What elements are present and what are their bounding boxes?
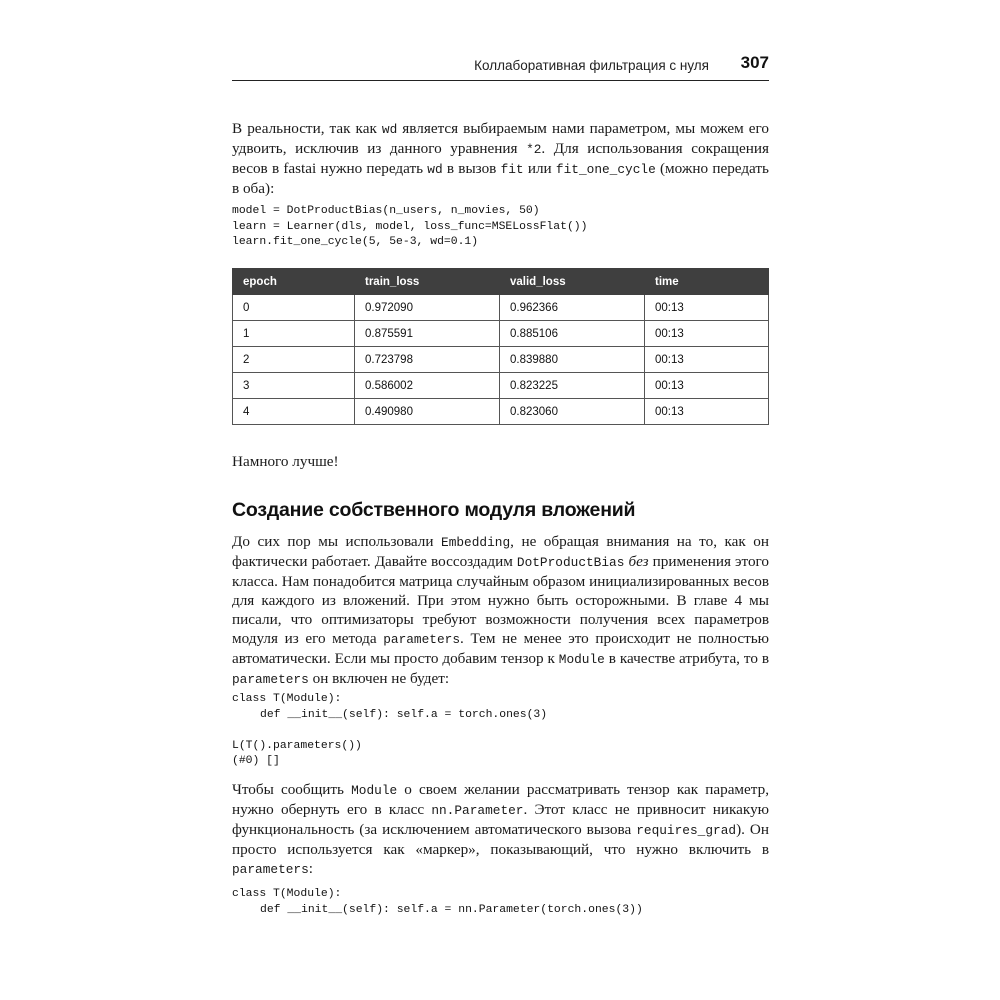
table-cell: 0.839880: [500, 347, 645, 373]
paragraph-nn-parameter: Чтобы сообщить Module о своем желании рассматривать тензор как параметр, нужно обернуть его в класс nn.Parameter. Этот класс не привносит никакую функциональность (за исключением автоматического вызова requires_grad). Он просто используется как «маркер», показывающий, что нужно включить в parameters:: [232, 781, 770, 877]
code-line: def __init__(self): self.a = nn.Parameter(torch.ones(3)): [260, 903, 643, 916]
table-cell: 0.490980: [355, 399, 500, 425]
table-cell: 00:13: [645, 373, 769, 399]
code-line: (#0) []: [232, 755, 280, 767]
table-cell: 4: [233, 399, 355, 425]
code-line: learn.fit_one_cycle(5, 5e-3, wd=0.1): [232, 236, 479, 248]
paragraph-weight-decay: В реальности, так как wd является выбираемым нами параметром, мы можем его удвоить, исключив из данного уравнения *2. Для использования сокращения весов в fastai нужно передать wd в вызов fit или fit_one_cycle (можно передать в оба):: [232, 120, 769, 197]
column-header: valid_loss: [500, 269, 645, 295]
running-header: [232, 52, 769, 81]
table-row: [233, 295, 769, 321]
code-block-module-parameter: [232, 887, 769, 918]
table-row: [233, 399, 769, 425]
code-line: learn = Learner(dls, model, loss_func=MSELossFlat()): [232, 220, 588, 233]
table-cell: 0.972090: [355, 295, 500, 321]
column-header: epoch: [233, 269, 355, 295]
table-cell: 00:13: [645, 399, 769, 425]
page-number: 307: [740, 53, 769, 72]
table-cell: 0.962366: [500, 295, 645, 321]
code-line: def __init__(self): self.a = torch.ones(3): [260, 708, 548, 721]
table-header-row: [233, 269, 769, 295]
table-cell: 1: [233, 321, 355, 347]
table-cell: 0: [233, 295, 355, 321]
code-line: class T(Module):: [232, 693, 342, 705]
running-header-title: Коллаборативная фильтрация с нуля: [474, 58, 709, 73]
code-block-train: [232, 204, 769, 251]
table-cell: 0.586002: [355, 373, 500, 399]
table-cell: 00:13: [645, 347, 769, 373]
table-cell: 0.723798: [355, 347, 500, 373]
table-row: [233, 373, 769, 399]
code-line: model = DotProductBias(n_users, n_movies, 50): [232, 205, 540, 217]
table-cell: 00:13: [645, 321, 769, 347]
table-cell: 0.823060: [500, 399, 645, 425]
code-block-module-ones: [232, 692, 769, 770]
table-cell: 00:13: [645, 295, 769, 321]
paragraph-much-better: Намного лучше!: [232, 453, 339, 470]
table-row: [233, 321, 769, 347]
code-line: class T(Module):: [232, 888, 342, 900]
column-header: time: [645, 269, 769, 295]
section-heading: Создание собственного модуля вложений: [232, 499, 636, 521]
table-row: [233, 347, 769, 373]
table-cell: 0.823225: [500, 373, 645, 399]
training-results-table: [232, 268, 769, 425]
table-cell: 0.885106: [500, 321, 645, 347]
column-header: train_loss: [355, 269, 500, 295]
table-cell: 3: [233, 373, 355, 399]
table-cell: 0.875591: [355, 321, 500, 347]
code-line: L(T().parameters()): [232, 739, 362, 752]
paragraph-embedding-module: До сих пор мы использовали Embedding, не обращая внимания на то, как он фактически работает. Давайте воссоздадим DotProductBias без применения этого класса. Нам понадобится матрица случайным образом инициализированных весов для каждого из вложений. При этом нужно быть осторожными. В главе 4 мы писали, что оптимизаторы требуют возможности получения всех параметров модуля из его метода parameters. Тем не менее это происходит не полностью автоматически. Если мы просто добавим тензор к Module в качестве атрибута, то в parameters он включен не будет:: [232, 533, 770, 687]
table-cell: 2: [233, 347, 355, 373]
